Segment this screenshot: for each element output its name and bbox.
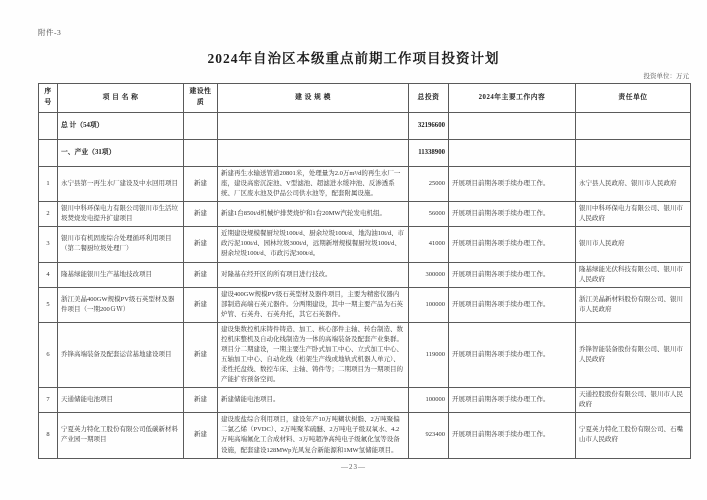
total-investment: 41000 [409, 227, 449, 262]
page-title: 2024年自治区本级重点前期工作项目投资计划 [207, 51, 500, 66]
responsible-unit: 乔锋智能装备股份有限公司、银川市人民政府 [576, 322, 691, 387]
header-build-nature: 建设性质 [184, 84, 218, 113]
build-scale: 近期建设规模餐厨垃圾100t/d、厨余垃圾100t/d、地沟油10t/d、市政污泥100t/d、园林垃圾300t/d，远期新增规模餐厨垃圾100t/d、厨余垃圾100t/d、市政污泥300t/d。 [218, 227, 409, 262]
work-content: 开展项目前期各项手续办理工作。 [449, 413, 576, 458]
responsible-unit: 隆基绿能光伏科技有限公司、银川市人民政府 [576, 262, 691, 287]
total-investment: 300000 [409, 262, 449, 287]
project-row [39, 413, 691, 458]
row-number: 1 [39, 167, 58, 202]
total-investment: 100000 [409, 388, 449, 413]
build-scale: 建设400GW规模PV级石英型材及器件项目，主要为精密仪器内部制造高端石英元器件。分两期建设，其中一期主要产品为石英炉管、石英舟、石英舟托，其它石英器件。 [218, 287, 409, 322]
investment-table [38, 83, 691, 459]
unit-note: 投资单位：万元 [643, 73, 689, 80]
project-name: 隆基绿能银川生产基地技改项目 [58, 262, 184, 287]
responsible-unit: 宁夏英力特化工股份有限公司、石嘴山市人民政府 [576, 413, 691, 458]
project-name: 总 计（54项） [58, 113, 184, 140]
project-row [39, 262, 691, 287]
project-row [39, 202, 691, 227]
row-number: 2 [39, 202, 58, 227]
row-number: 6 [39, 322, 58, 387]
responsible-unit: 永宁县人民政府、银川市人民政府 [576, 167, 691, 202]
total-investment: 119000 [409, 322, 449, 387]
header-responsible-unit: 责任单位 [576, 84, 691, 113]
work-content: 开展项目前期各项手续办理工作。 [449, 262, 576, 287]
header-project-name: 项 目 名 称 [58, 84, 184, 113]
attachment-label: 附件-3 [38, 28, 62, 37]
header-work-content: 2024年主要工作内容 [449, 84, 576, 113]
responsible-unit [576, 113, 691, 140]
total-investment: 923400 [409, 413, 449, 458]
build-scale [218, 113, 409, 140]
row-number [39, 140, 58, 167]
project-name: 永宁县第一再生水厂建设及中水回用项目 [58, 167, 184, 202]
build-scale: 建设集数控机床铸件铸造、加工、核心部件主轴、转台制造、数控机床整机及自动化线制造为一体的高端装备及配套产业集群。项目分二期建设，一期主要生产卧式加工中心、立式加工中心、五轴加工中心、自动化线（桁架生产线或地轨式机器人单元）、柔性托盘线、数控车床、主轴、铸件等；二期项目为一期项目的产能扩容预备空间。 [218, 322, 409, 387]
summary-row [39, 113, 691, 140]
build-scale: 新建储能电池项目。 [218, 388, 409, 413]
work-content: 开展项目前期各项手续办理工作。 [449, 202, 576, 227]
row-number [39, 113, 58, 140]
build-nature: 新建 [184, 287, 218, 322]
total-investment: 56000 [409, 202, 449, 227]
build-nature: 新建 [184, 322, 218, 387]
project-name: 银川中科环保电力有限公司银川市生活垃圾焚烧发电提升扩建项目 [58, 202, 184, 227]
build-nature: 新建 [184, 167, 218, 202]
build-nature: 新建 [184, 413, 218, 458]
build-nature [184, 113, 218, 140]
table-body [39, 113, 691, 459]
project-name: 乔锋高端装备及配套运营基地建设项目 [58, 322, 184, 387]
responsible-unit [576, 140, 691, 167]
work-content [449, 113, 576, 140]
row-number: 3 [39, 227, 58, 262]
project-name: 宁夏英力特化工股份有限公司低碳新材料产业园一期项目 [58, 413, 184, 458]
build-nature: 新建 [184, 202, 218, 227]
work-content: 开展项目前期各项手续办理工作。 [449, 227, 576, 262]
build-nature [184, 140, 218, 167]
table-header-row [39, 84, 691, 113]
total-investment: 32196600 [409, 113, 449, 140]
build-scale: 新建再生水输送管道20801米，处理量为2.0万m³/d的再生水厂一座，建设高密沉淀池、V型滤池、超滤进水缓冲池、反渗透系统、厂区废水池及伊品公司供水池等，配套附属设施。 [218, 167, 409, 202]
project-row [39, 287, 691, 322]
project-name: 银川市有机固废综合处理循环利用项目（第二餐厨垃圾处理厂） [58, 227, 184, 262]
row-number: 5 [39, 287, 58, 322]
project-name: 天通储能电池项目 [58, 388, 184, 413]
build-scale: 建设废盐综合利用项目，建设年产10万吨糊状树脂、2万吨聚偏二氯乙烯（PVDC）、2万吨聚苯硫醚、2万吨电子级双氧水、4.2万吨高端氟化工合成材料、3万吨超净高纯电子级氟化氢等设备设施，配套建设128MWp光风复合新能源和1MW氢储能项目。 [218, 413, 409, 458]
header-row-number: 序号 [39, 84, 58, 113]
responsible-unit: 天通控股股份有限公司、银川市人民政府 [576, 388, 691, 413]
project-row [39, 388, 691, 413]
work-content: 开展项目前期各项手续办理工作。 [449, 287, 576, 322]
work-content: 开展项目前期各项手续办理工作。 [449, 388, 576, 413]
page-number: —23— [341, 463, 366, 471]
total-investment: 25000 [409, 167, 449, 202]
work-content: 开展项目前期各项手续办理工作。 [449, 322, 576, 387]
build-scale: 对隆基在经开区的所有项目进行技改。 [218, 262, 409, 287]
build-nature: 新建 [184, 227, 218, 262]
responsible-unit: 银川中科环保电力有限公司、银川市人民政府 [576, 202, 691, 227]
row-number: 4 [39, 262, 58, 287]
build-scale [218, 140, 409, 167]
total-investment: 100000 [409, 287, 449, 322]
project-row [39, 227, 691, 262]
work-content: 开展项目前期各项手续办理工作。 [449, 167, 576, 202]
summary-row [39, 140, 691, 167]
project-name: 一、产业（31项） [58, 140, 184, 167]
project-row [39, 322, 691, 387]
total-investment: 11338900 [409, 140, 449, 167]
project-name: 浙江美晶400GW规模PV级石英型材及器件项目（一期200ＧＷ） [58, 287, 184, 322]
build-nature: 新建 [184, 262, 218, 287]
build-scale: 新建1台850t/d机械炉排焚烧炉和1台20MW汽轮发电机组。 [218, 202, 409, 227]
project-row [39, 167, 691, 202]
row-number: 8 [39, 413, 58, 458]
build-nature: 新建 [184, 388, 218, 413]
header-build-scale: 建 设 规 模 [218, 84, 409, 113]
responsible-unit: 浙江美晶新材料股份有限公司、银川市人民政府 [576, 287, 691, 322]
header-total-investment: 总投资 [409, 84, 449, 113]
row-number: 7 [39, 388, 58, 413]
work-content [449, 140, 576, 167]
responsible-unit: 银川市人民政府 [576, 227, 691, 262]
